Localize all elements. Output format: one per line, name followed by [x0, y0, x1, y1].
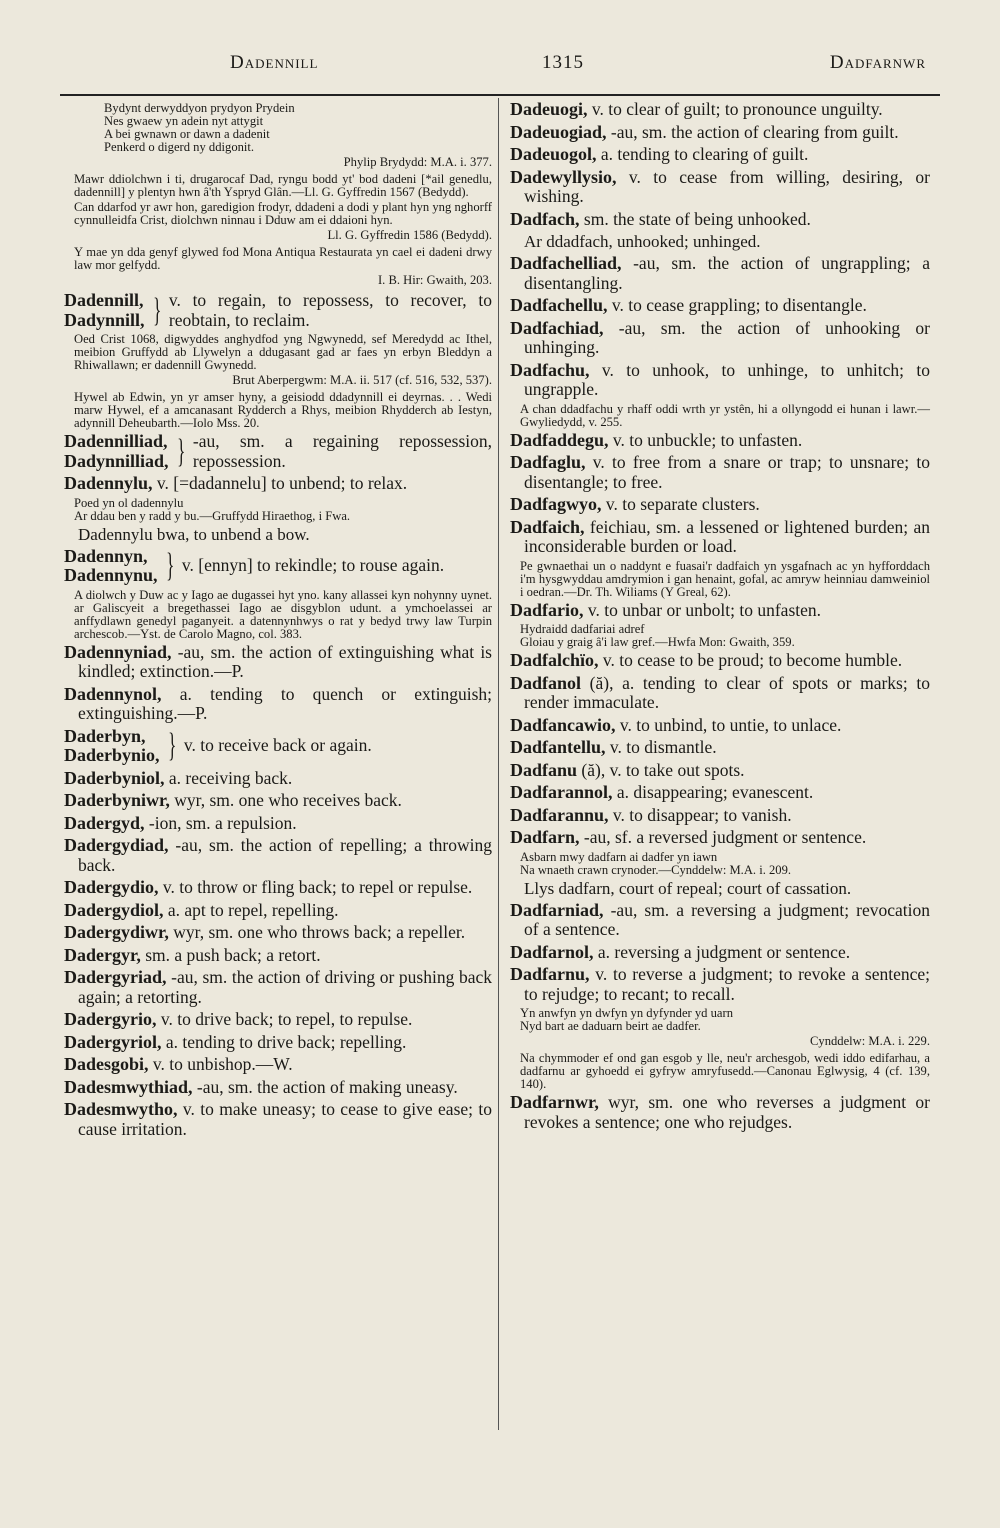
- definition: -au, sm. a regaining repossession, repossession.: [192, 431, 492, 471]
- quotation: Poed yn ol dadennylu Ar ddau ben y radd y bu.—Gruffydd Hiraethog, i Fwa.: [74, 495, 351, 523]
- headword: Dadennynu,: [64, 565, 158, 585]
- definition: v. to unbishop.—W.: [152, 1054, 293, 1074]
- brace: }: [165, 547, 174, 584]
- dictionary-entry: [64, 836, 492, 875]
- page-header: [60, 52, 940, 86]
- dictionary-entry: [510, 210, 930, 230]
- dictionary-entry: [510, 361, 930, 400]
- definition: v. to unhook, to unhinge, to unhitch; to ungrapple.: [524, 359, 931, 399]
- definition: (ă), a. tending to clear of spots or marks; to render immaculate.: [524, 672, 930, 712]
- dictionary-entry: [510, 319, 930, 358]
- definition: a. tending to clearing of guilt.: [600, 144, 809, 164]
- dictionary-entry-pair: [64, 291, 492, 330]
- definition: a. tending to quench or extinguish; extinguishing.—P.: [78, 683, 492, 723]
- dictionary-entry: [64, 901, 492, 921]
- headword: Dadennyniad,: [64, 641, 172, 662]
- definition: (ă), v. to take out spots.: [581, 759, 745, 780]
- dictionary-entry-pair: [64, 432, 492, 471]
- definition: a. receiving back.: [168, 767, 293, 788]
- definition: v. to cease to be proud; to become humble.: [602, 650, 903, 670]
- dictionary-entry: [510, 123, 930, 143]
- headword: Dadfancawio,: [510, 714, 616, 735]
- headword: Dadfanol: [510, 672, 582, 693]
- headword: Dadergyrio,: [64, 1009, 157, 1029]
- headword: Dadergydio,: [64, 877, 159, 897]
- definition: v. to disappear; to vanish.: [612, 804, 792, 825]
- headword: Dadfario,: [510, 599, 584, 620]
- headword: Dadfagwyo,: [510, 494, 602, 514]
- dictionary-entry: [64, 474, 492, 494]
- dictionary-entry: [510, 965, 930, 1004]
- headword: Dadesgobi,: [64, 1054, 149, 1074]
- dictionary-entry: [510, 674, 930, 713]
- headword: Dadergyriad,: [64, 967, 167, 987]
- dictionary-entry: [64, 923, 492, 943]
- header-left-guideword: Dadennill: [230, 52, 319, 73]
- definition: v. to reverse a judgment; to revoke a sentence; to rejudge; to recant; to recall.: [524, 964, 931, 1004]
- headword: Dadeuogi,: [510, 99, 588, 119]
- dictionary-entry: [510, 943, 930, 963]
- headword: Dadfach,: [510, 208, 580, 229]
- dictionary-entry: [510, 168, 930, 207]
- definition: v. to unbar or unbolt; to unfasten.: [587, 599, 822, 620]
- sub-entry: Dadennylu bwa, to unbend a bow.: [78, 524, 310, 544]
- headword: Dadfarn,: [510, 827, 580, 847]
- definition: -au, sf. a reversed judgment or sentence.: [583, 827, 867, 847]
- definition: feichiau, sm. a lessened or lightened burden; an inconsiderable burden or load.: [524, 516, 930, 556]
- dictionary-entry: [64, 769, 492, 789]
- definition: -au, sm. the action of unhooking or unhinging.: [524, 317, 930, 357]
- brace: }: [167, 727, 176, 764]
- dictionary-entry: [510, 1093, 930, 1132]
- dictionary-entry: [64, 1055, 492, 1075]
- definition: v. to make uneasy; to cease to give ease; to cause irritation.: [78, 1099, 492, 1139]
- quotation: Bydynt derwyddyon prydyon Prydein Nes gwaew yn adein nyt attygit A bei gwnawn or dawn a dadenit Penkerd o digerd ny ddigonit.: [104, 101, 295, 154]
- headword: Dadennylu,: [64, 473, 153, 493]
- definition: a. disappearing; evanescent.: [616, 782, 814, 802]
- sub-entry: Ar ddadfach, unhooked; unhinged.: [524, 232, 761, 251]
- definition: v. to throw or fling back; to repel or repulse.: [162, 877, 473, 897]
- headword: Dadfaich,: [510, 516, 585, 537]
- dictionary-entry: [510, 518, 930, 557]
- definition: v. to cease grappling; to disentangle.: [611, 295, 867, 315]
- headword: Dadesmwytho,: [64, 1099, 178, 1119]
- definition: v. to separate clusters.: [605, 494, 760, 514]
- headword: Dadfaglu,: [510, 452, 586, 472]
- quotation: Pe gwnaethai un o naddynt e fuasai'r dadfaich yn ysgafnach ac yn hyfforddach i'm hysgwyddau amdrymion i gan henaint, gofal, ac amryw heinniau damweiniol i oedran.—Dr. Th. Wiliams (Y Greal, 62).: [520, 558, 930, 599]
- header-rule: [60, 94, 940, 96]
- headword: Daderbyn,: [64, 725, 146, 746]
- brace: }: [152, 291, 161, 329]
- definition: v. [=dadannelu] to unbend; to relax.: [156, 473, 408, 493]
- definition: wyr, sm. one who receives back.: [174, 790, 402, 810]
- headword: Dadfachu,: [510, 359, 590, 380]
- definition: -au, sm. the action of repelling; a throwing back.: [78, 835, 492, 875]
- headword: Daderbynio,: [64, 745, 160, 765]
- definition: sm. a push back; a retort.: [145, 944, 321, 965]
- headword: Dadfarnu,: [510, 964, 590, 984]
- dictionary-entry: [510, 761, 930, 781]
- dictionary-entry: [510, 783, 930, 803]
- headword: Dadfaddegu,: [510, 429, 609, 450]
- headword: Daderbyniol,: [64, 767, 165, 788]
- quotation: A chan ddadfachu y rhaff oddi wrth yr ystên, hi a ollyngodd ei hunan i lawr.—Gwyliedydd, v. 255.: [520, 401, 930, 429]
- dictionary-entry: [64, 946, 492, 966]
- definition: v. to free from a snare or trap; to unsnare; to disentangle; to free.: [524, 452, 931, 492]
- dictionary-entry: [64, 1100, 492, 1139]
- definition: wyr, sm. one who reverses a judgment or revokes a sentence; one who rejudges.: [524, 1092, 931, 1132]
- headword: Daderbyniwr,: [64, 790, 170, 810]
- sub-entry: Llys dadfarn, court of repeal; court of cassation.: [524, 878, 852, 898]
- definition: a. apt to repel, repelling.: [167, 899, 339, 920]
- headword: Dadergyriol,: [64, 1031, 162, 1052]
- headword: Dadergyr,: [64, 944, 141, 965]
- quotation-source: Ll. G. Gyffredin 1586 (Bedydd).: [327, 228, 492, 242]
- dictionary-entry: [64, 1078, 492, 1098]
- definition: v. to cease from willing, desiring, or wishing.: [524, 166, 931, 206]
- headword: Dadfarannol,: [510, 782, 613, 802]
- definition: -au, sm. a reversing a judgment; revocation of a sentence.: [524, 899, 931, 939]
- brace: }: [176, 432, 185, 470]
- header-right-guideword: Dadfarnwr: [829, 52, 926, 73]
- definition: -au, sm. the action of ungrappling; a disentangling.: [524, 253, 930, 293]
- dictionary-entry: [64, 968, 492, 1007]
- headword: Dadesmwythiad,: [64, 1076, 193, 1097]
- quotation-source: Cynddelw: M.A. i. 229.: [810, 1034, 930, 1048]
- right-column: [510, 100, 930, 1135]
- quotation-source: Brut Aberpergwm: M.A. ii. 517 (cf. 516, 532, 537).: [232, 373, 492, 387]
- dictionary-entry: [64, 643, 492, 682]
- dictionary-entry: [510, 431, 930, 451]
- headword: Dadfantellu,: [510, 737, 606, 757]
- definition: v. to clear of guilt; to pronounce unguilty.: [591, 99, 883, 119]
- definition: -ion, sm. a repulsion.: [148, 812, 297, 833]
- dictionary-entry-pair: [64, 727, 492, 766]
- headword: Dadewyllysio,: [510, 166, 617, 187]
- headword: Dadennill,: [64, 290, 144, 310]
- dictionary-entry: [510, 806, 930, 826]
- definition: a. tending to drive back; repelling.: [165, 1031, 407, 1052]
- headword: Dadynnill,: [64, 309, 145, 330]
- dictionary-entry: [510, 296, 930, 316]
- dictionary-entry: [510, 495, 930, 515]
- dictionary-entry: [64, 1033, 492, 1053]
- headword: Dadfachelliad,: [510, 253, 622, 273]
- quotation: Asbarn mwy dadfarn ai dadfer yn iawn Na wnaeth crawn crynoder.—Cynddelw: M.A. i. 209.: [520, 849, 792, 877]
- quotation-source: I. B. Hir: Gwaith, 203.: [377, 273, 492, 287]
- headword: Dadfarniad,: [510, 899, 604, 920]
- definition: a. reversing a judgment or sentence.: [597, 941, 851, 962]
- dictionary-entry: [64, 685, 492, 724]
- headword: Dadergyd,: [64, 812, 145, 833]
- definition: v. to unbind, to untie, to unlace.: [619, 714, 842, 735]
- headword: Dadeuogol,: [510, 144, 597, 164]
- headword: Dadynnilliad,: [64, 450, 169, 471]
- dictionary-entry: [64, 814, 492, 834]
- definition: v. to regain, to repossess, to recover, to reobtain, to reclaim.: [168, 290, 492, 330]
- page-number: 1315: [542, 52, 584, 73]
- dictionary-entry: [64, 791, 492, 811]
- quotation: Na chymmoder ef ond gan esgob y lle, neu'r archesgob, wedi iddo edifarhau, a dadfarnu ar gyhoedd ei gyfryw amryfusedd.—Canonau Eglwysig, 4 (cf. 139, 140).: [520, 1051, 930, 1091]
- column-divider: [498, 98, 499, 1430]
- headword: Dadfanu: [510, 759, 578, 780]
- definition: -au, sm. the action of making uneasy.: [196, 1076, 458, 1097]
- dictionary-entry: [510, 716, 930, 736]
- headword: Dadergydiol,: [64, 899, 164, 920]
- definition: wyr, sm. one who throws back; a repeller.: [173, 922, 466, 942]
- definition: v. [ennyn] to rekindle; to rouse again.: [181, 555, 445, 576]
- definition: v. to receive back or again.: [183, 735, 372, 756]
- headword: Dadennyn,: [64, 545, 148, 566]
- definition: v. to unbuckle; to unfasten.: [612, 429, 803, 450]
- headword: Dadfachellu,: [510, 295, 608, 315]
- dictionary-entry: [510, 100, 930, 120]
- definition: -au, sm. the action of driving or pushing back again; a retorting.: [78, 967, 493, 1007]
- left-column: [64, 100, 492, 1142]
- definition: sm. the state of being unhooked.: [583, 208, 811, 229]
- dictionary-entry: [510, 145, 930, 165]
- quotation: Oed Crist 1068, digwyddes anghydfod yng Ngwynedd, sef Meredydd ac Ithel, meibion Gruffydd ab Llywelyn a ddugasant gad ar faes yn erbyn Bleddyn a Rhiwallawn; er dadennill Gwynedd.: [74, 332, 492, 372]
- headword: Dadergydiad,: [64, 835, 169, 855]
- quotation: A diolwch y Duw ac y Iago ae dugassei hyt yno. kany allassei kyn nohynny uynet. ar Galiscyeit a bregethassei Iago ae disgyblon udunt. a ymchoelassei ar anffydlawn genedyl paganyeit. a datennynhwys o rat y bedyd trwy law Turpin archescob.—Yst. de Carolo Magno, col. 383.: [74, 587, 492, 641]
- headword: Dadennynol,: [64, 683, 162, 704]
- headword: Dadennilliad,: [64, 431, 168, 451]
- headword: Dadfarnol,: [510, 941, 594, 962]
- quotation: Hydraidd dadfariai adref Gloiau y graig â'i law gref.—Hwfa Mon: Gwaith, 359.: [520, 622, 795, 649]
- dictionary-entry: [510, 651, 930, 671]
- dictionary-entry: [510, 254, 930, 293]
- dictionary-entry: [510, 601, 930, 621]
- quotation: Can ddarfod yr awr hon, garedigion frodyr, ddadeni a dodi y plant hyn yng nghorff cynnulleidfa Crist, diolchwn ninnau i Dduw am ei ddaioni hyn.: [74, 200, 492, 227]
- headword: Dadfalchïo,: [510, 650, 599, 670]
- dictionary-entry: [510, 738, 930, 758]
- definition: v. to drive back; to repel, to repulse.: [160, 1009, 413, 1029]
- dictionary-entry: [64, 878, 492, 898]
- dictionary-entry-pair: [64, 547, 492, 586]
- dictionary-entry: [510, 453, 930, 492]
- dictionary-entry: [64, 1010, 492, 1030]
- definition: -au, sm. the action of clearing from guilt.: [610, 121, 899, 142]
- headword: Dadergydiwr,: [64, 922, 169, 942]
- quotation: Hywel ab Edwin, yn yr amser hyny, a geisiodd ddadynnill ei deyrnas. . . Wedi marw Hywel, ef a amcanasant Rydderch a Rhys, meibion Rhydderch ab Iestyn, adynnill Deheubarth.—Iolo Mss. 20.: [74, 390, 492, 430]
- quotation: Yn anwfyn yn dwfyn yn dyfynder yd uarn Nyd bart ae daduarn beirt ae dadfer.: [520, 1006, 733, 1033]
- headword: Dadfachiad,: [510, 317, 604, 338]
- dictionary-entry: [510, 901, 930, 940]
- headword: Dadfarannu,: [510, 804, 609, 825]
- definition: -au, sm. the action of extinguishing what is kindled; extinction.—P.: [78, 641, 492, 681]
- quotation: Y mae yn dda genyf glywed fod Mona Antiqua Restaurata yn cael ei dadeni drwy law mor gelfydd.: [74, 245, 492, 272]
- headword: Dadfarnwr,: [510, 1092, 599, 1112]
- quotation: Mawr ddiolchwn i ti, drugarocaf Dad, ryngu bodd yt' bod dadeni [*ail genedlu, dadennill] y plentyn hwn â'th Yspryd Glân.—Ll. G. Gyffredin 1567 (Bedydd).: [74, 172, 492, 199]
- dictionary-entry: [510, 828, 930, 848]
- definition: v. to dismantle.: [609, 737, 717, 757]
- quotation-source: Phylip Brydydd: M.A. i. 377.: [343, 155, 492, 169]
- headword: Dadeuogiad,: [510, 121, 607, 142]
